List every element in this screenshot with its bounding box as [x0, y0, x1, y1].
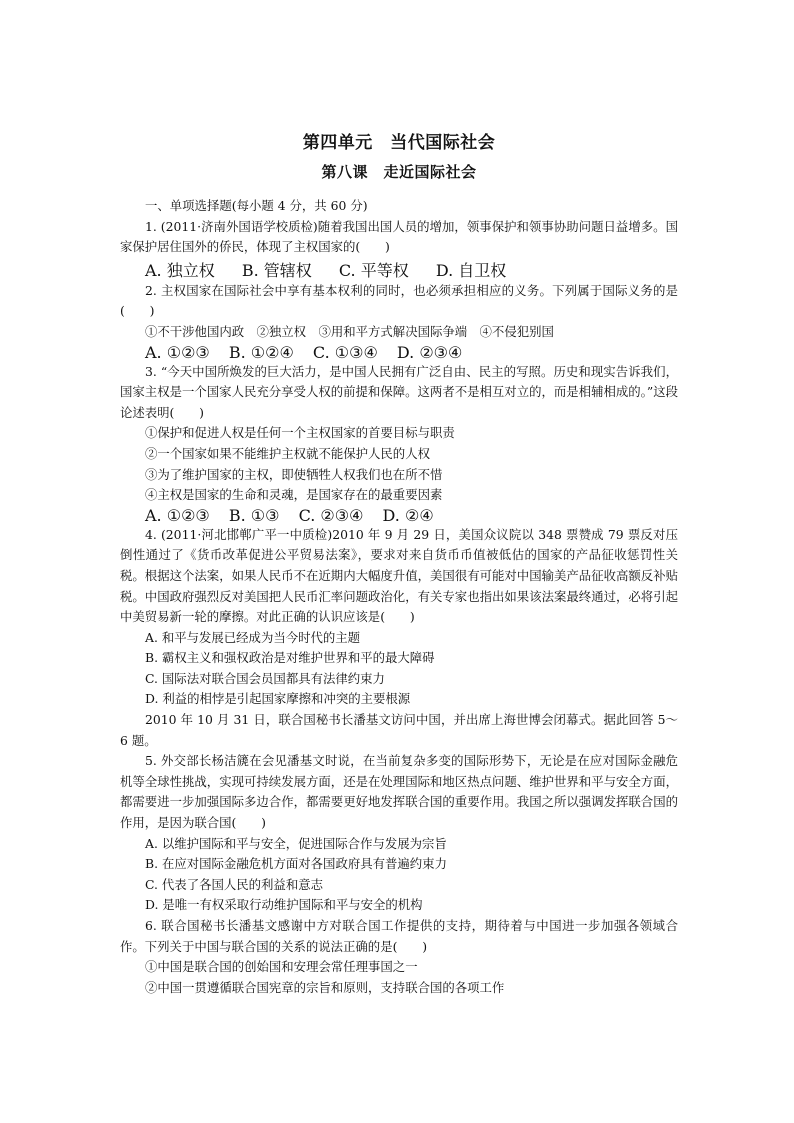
- option-a: A. ①②③: [145, 505, 210, 525]
- option-a: A. ①②③: [145, 342, 210, 362]
- document-page: [120, 120, 678, 998]
- question-3-item-3: ③为了维护国家的主权，即使牺牲人权我们也在所不惜: [145, 466, 443, 482]
- question-1-options: [120, 258, 678, 281]
- question-5-option-c: C. 代表了各国人民的利益和意志: [145, 876, 323, 892]
- question-4-option-b: B. 霸权主义和强权政治是对维护世界和平的最大障碍: [145, 650, 435, 666]
- question-5-option-d: D. 是唯一有权采取行动维护国际和平与安全的机构: [145, 897, 423, 913]
- option-d: D. ②③④: [396, 342, 463, 362]
- question-3-item-4: ④主权是国家的生命和灵魂，是国家存在的最重要因素: [145, 487, 443, 503]
- question-3-item-1: ①保护和促进人权是任何一个主权国家的首要目标与职责: [145, 425, 455, 441]
- question-4-option-a: A. 和平与发展已经成为当今时代的主题: [145, 629, 361, 645]
- option-d: D. ②④: [382, 505, 434, 525]
- unit-title: 第四单元 当代国际社会: [302, 133, 496, 153]
- question-4-option-c: C. 国际法对联合国会员国都具有法律约束力: [145, 670, 385, 686]
- question-4-option-d: D. 利益的相悖是引起国家摩擦和冲突的主要根源: [145, 691, 411, 707]
- question-3: 3. “今天中国所焕发的巨大活力，是中国人民拥有广泛自由、民主的写照。历史和现实告诉我们，国家主权是一个国家人民充分享受人权的前提和保障。这两者不是相互对立的，而是相辅相成的。”这段论述表明( ): [120, 363, 678, 420]
- option-c: C. ②③④: [298, 505, 364, 525]
- question-6: 6. 联合国秘书长潘基文感谢中方对联合国工作提供的支持，期待着与中国进一步加强各领域合作。下列关于中国与联合国的关系的说法正确的是( ): [120, 918, 678, 954]
- option-c: C. 平等权: [338, 260, 409, 280]
- section-header: 一、单项选择题(每小题 4 分，共 60 分): [145, 198, 368, 213]
- question-3-item-2: ②一个国家如果不能维护主权就不能保护人民的人权: [145, 445, 430, 461]
- question-5-option-b: B. 在应对国际金融危机方面对各国政府具有普遍约束力: [145, 856, 447, 872]
- intro-questions-5-6: 2010 年 10 月 31 日，联合国秘书长潘基文访问中国，并出席上海世博会闭幕式。据此回答 5～6 题。: [120, 712, 678, 748]
- option-c: C. ①③④: [312, 342, 378, 362]
- question-1: 1. (2011·济南外国语学校质检)随着我国出国人员的增加，领事保护和领事协助问题日益增多。国家保护居住国外的侨民，体现了主权国家的( ): [120, 218, 678, 255]
- option-b: B. ①③: [228, 505, 280, 525]
- question-5: 5. 外交部长杨洁篪在会见潘基文时说，在当前复杂多变的国际形势下，无论是在应对国际金融危机等全球性挑战，实现可持续发展方面，还是在处理国际和地区热点问题、维护世界和平与安全方面，都需要进一步加强国际多边合作，都需要更好地发挥联合国的重要作用。我国之所以强调发挥联合国的作用，是因为联合国( ): [120, 753, 678, 831]
- question-6-item-2: ②中国一贯遵循联合国宪章的宗旨和原则，支持联合国的各项工作: [145, 979, 505, 995]
- question-4: 4. (2011·河北邯郸广平一中质检)2010 年 9 月 29 日，美国众议院以 348 票赞成 79 票反对压倒性通过了《货币改革促进公平贸易法案》，要求对来自货币币值被低估的国家的产品征收惩罚性关税。根据这个法案，如果人民币不在近期内大幅度升值，美国很有可能对中国输美产品征收高额反补贴税。中国政府强烈反对美国把人民币汇率问题政治化，有关专家也指出如果该法案最终通过，必将引起中美贸易新一轮的摩擦。对此正确的认识应该是( ): [120, 526, 678, 625]
- question-3-options: [120, 506, 678, 525]
- option-d: D. 自卫权: [435, 260, 507, 280]
- option-b: B. 管辖权: [241, 260, 312, 280]
- question-2: 2. 主权国家在国际社会中享有基本权利的同时，也必须承担相应的义务。下列属于国际义务的是( ): [120, 282, 678, 319]
- question-2-items: ①不干涉他国内政 ②独立权 ③用和平方式解决国际争端 ④不侵犯别国: [145, 323, 554, 339]
- question-6-item-1: ①中国是联合国的创始国和安理会常任理事国之一: [145, 959, 418, 975]
- option-a: A. 独立权: [145, 260, 215, 280]
- lesson-title: 第八课 走近国际社会: [321, 163, 477, 181]
- option-b: B. ①②④: [228, 342, 294, 362]
- question-5-option-a: A. 以维护国际和平与安全，促进国际合作与发展为宗旨: [145, 835, 447, 851]
- question-2-options: [120, 343, 678, 362]
